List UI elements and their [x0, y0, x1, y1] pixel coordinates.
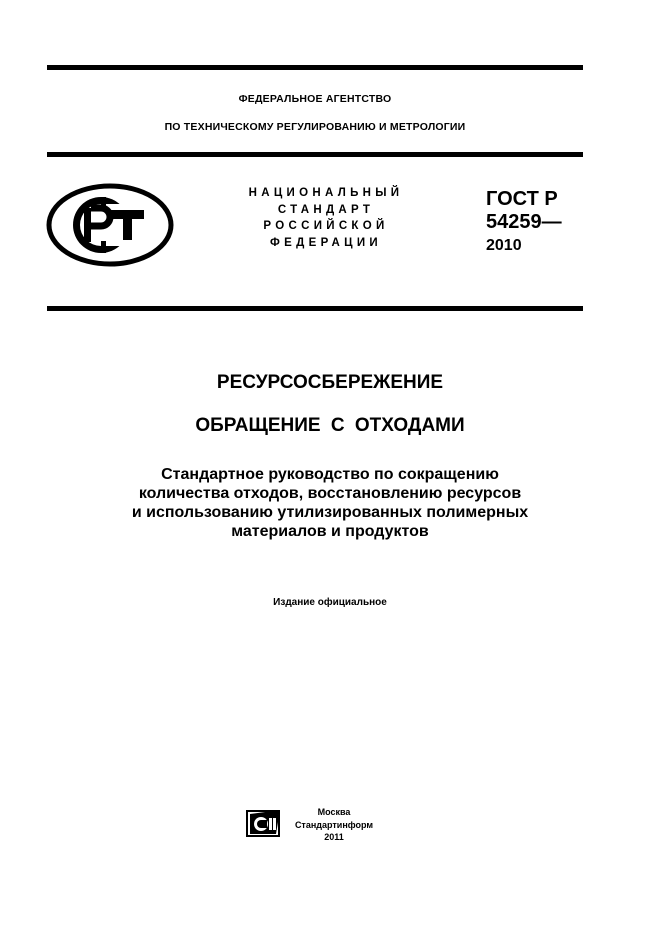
gost-number: 54259— — [486, 211, 562, 233]
national-standard-label — [226, 185, 426, 251]
publisher-name: Стандартинформ — [294, 819, 374, 830]
publisher-block — [284, 806, 384, 844]
subtitle-line-3: и использованию утилизированных полимерных — [131, 504, 529, 521]
publisher-city: Москва — [317, 807, 351, 817]
document-subtitle — [47, 465, 613, 541]
top-rule — [47, 65, 583, 70]
subtitle-line-2: количества отходов, восстановлению ресурсов — [138, 485, 522, 502]
middle-rule — [47, 152, 583, 157]
main-title-line-2: ОБРАЩЕНИЕ С ОТХОДАМИ — [195, 415, 465, 436]
main-title-line-1: РЕСУРСОСБЕРЕЖЕНИЕ — [216, 372, 444, 393]
gost-year: 2010 — [486, 237, 522, 254]
agency-line-1: ФЕДЕРАЛЬНОЕ АГЕНТСТВО — [238, 93, 392, 105]
edition-label: Издание официальное — [273, 597, 387, 608]
rst-emblem-icon — [46, 183, 174, 267]
national-line-2: СТАНДАРТ — [277, 203, 375, 216]
gost-prefix: ГОСТ Р — [486, 188, 558, 210]
standartinform-logo-icon — [246, 808, 284, 838]
subtitle-line-1: Стандартное руководство по сокращению — [161, 466, 499, 483]
national-line-1: НАЦИОНАЛЬНЫЙ — [248, 187, 404, 199]
gost-designation — [486, 188, 562, 257]
national-line-4: ФЕДЕРАЦИИ — [270, 236, 382, 249]
national-line-3: РОССИЙСКОЙ — [263, 220, 389, 232]
publisher-year: 2011 — [324, 832, 344, 842]
agency-line-2: ПО ТЕХНИЧЕСКОМУ РЕГУЛИРОВАНИЮ И МЕТРОЛОГИИ — [164, 121, 466, 133]
subtitle-line-4: материалов и продуктов — [231, 523, 429, 540]
bottom-rule — [47, 306, 583, 311]
